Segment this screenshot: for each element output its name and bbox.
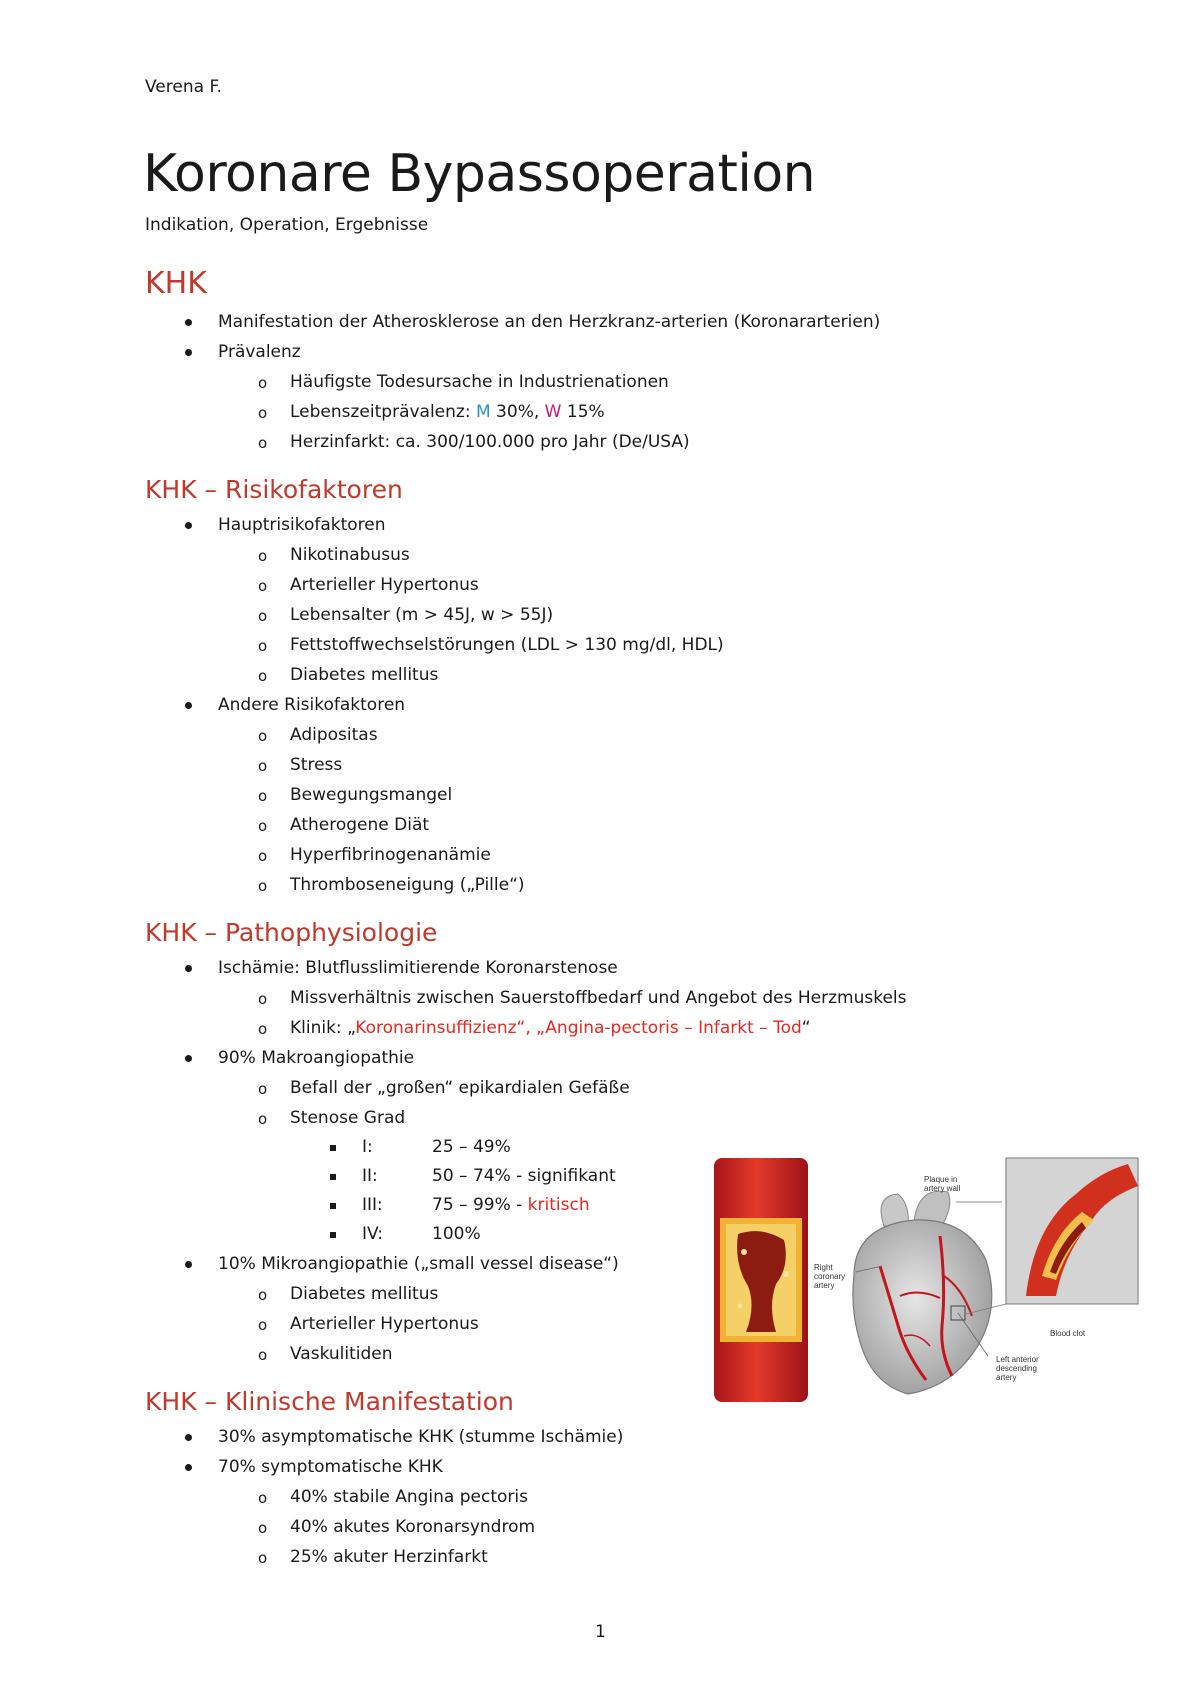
list-item: o Atherogene Diät bbox=[145, 810, 705, 840]
section-heading-patho: KHK – Pathophysiologie bbox=[145, 918, 438, 947]
label-right-coronary: artery bbox=[814, 1281, 835, 1290]
grade-label: II: bbox=[362, 1166, 378, 1186]
list-item: o 40% stabile Angina pectoris bbox=[145, 1482, 705, 1512]
author-name: Verena F. bbox=[145, 77, 222, 97]
text-span: “ bbox=[801, 1018, 811, 1038]
list-item: o Befall der „großen“ epikardialen Gefäße bbox=[145, 1073, 705, 1103]
label-right-coronary: coronary bbox=[814, 1272, 846, 1281]
female-label: W bbox=[544, 402, 562, 422]
grade-range: 75 – 99% - bbox=[432, 1195, 528, 1215]
list-item: o Häufigste Todesursache in Industrienationen bbox=[145, 367, 705, 397]
list-item: o Stenose Grad bbox=[145, 1103, 705, 1133]
list-item: o Arterieller Hypertonus bbox=[145, 570, 705, 600]
artery-section-icon bbox=[714, 1158, 808, 1402]
list-item: o Lebensalter (m > 45J, w > 55J) bbox=[145, 600, 705, 630]
list-item: Ischämie: Blutflusslimitierende Koronarstenose bbox=[145, 953, 705, 983]
stenosis-grade-row bbox=[145, 1220, 705, 1249]
text-span: Lebenszeitprävalenz: bbox=[290, 402, 476, 422]
magnified-artery-icon bbox=[1006, 1158, 1138, 1304]
list-item: o Bewegungsmangel bbox=[145, 780, 705, 810]
stenosis-grade-row bbox=[145, 1133, 705, 1162]
grade-label: IV: bbox=[362, 1224, 383, 1244]
list-item: o Adipositas bbox=[145, 720, 705, 750]
document-title: Koronare Bypassoperation bbox=[143, 144, 816, 204]
list-item: o Stress bbox=[145, 750, 705, 780]
list-item: o 25% akuter Herzinfarkt bbox=[145, 1542, 705, 1572]
grade-range: 100% bbox=[432, 1224, 481, 1244]
heart-icon bbox=[853, 1191, 992, 1394]
grade-label: III: bbox=[362, 1195, 383, 1215]
label-left-anterior: descending bbox=[996, 1364, 1037, 1373]
stenosis-grade-row bbox=[145, 1191, 705, 1220]
list-item: 90% Makroangiopathie bbox=[145, 1043, 705, 1073]
label-right-coronary: Right bbox=[814, 1263, 833, 1272]
highlight-text: Koronarinsuffizienz“, „Angina-pectoris – Infarkt – Tod bbox=[355, 1018, 802, 1038]
list-item: o Vaskulitiden bbox=[145, 1339, 705, 1369]
list-item bbox=[145, 397, 705, 427]
list-item: 70% symptomatische KHK bbox=[145, 1452, 705, 1482]
label-left-anterior: artery bbox=[996, 1373, 1017, 1382]
male-label: M bbox=[475, 402, 491, 422]
label-left-anterior: Left anterior bbox=[996, 1355, 1039, 1364]
grade-label: I: bbox=[362, 1137, 373, 1157]
list-item: o 40% akutes Koronarsyndrom bbox=[145, 1512, 705, 1542]
page-number: 1 bbox=[595, 1622, 606, 1642]
grade-note: kritisch bbox=[527, 1195, 590, 1215]
list-item: o Diabetes mellitus bbox=[145, 1279, 705, 1309]
risk-list bbox=[145, 510, 724, 900]
section-heading-khk: KHK bbox=[145, 266, 207, 301]
list-item: o Herzinfarkt: ca. 300/100.000 pro Jahr (De/USA) bbox=[145, 427, 705, 457]
list-item: Andere Risikofaktoren bbox=[145, 690, 705, 720]
list-item: Manifestation der Atherosklerose an den Herzkranz-arterien (Koronararterien) bbox=[145, 307, 705, 337]
text-span: 30%, bbox=[490, 402, 545, 422]
list-item: 30% asymptomatische KHK (stumme Ischämie) bbox=[145, 1422, 705, 1452]
list-item bbox=[145, 1013, 811, 1043]
list-item: o Fettstoffwechselstörungen (LDL > 130 mg/dl, HDL) bbox=[145, 630, 705, 660]
list-item: o Nikotinabusus bbox=[145, 540, 705, 570]
document-subtitle: Indikation, Operation, Ergebnisse bbox=[145, 215, 429, 235]
list-item: o Thromboseneigung („Pille“) bbox=[145, 870, 705, 900]
clinical-list bbox=[145, 1422, 705, 1572]
list-item: o Arterieller Hypertonus bbox=[145, 1309, 705, 1339]
coronary-artery-illustration bbox=[704, 1156, 1140, 1404]
list-item: 10% Mikroangiopathie („small vessel disease“) bbox=[145, 1249, 705, 1279]
grade-range: 25 – 49% bbox=[432, 1137, 511, 1157]
khk-list bbox=[145, 307, 881, 457]
text-span: Klinik: „ bbox=[290, 1018, 356, 1038]
list-item: Prävalenz bbox=[145, 337, 705, 367]
stenosis-grade-row bbox=[145, 1162, 705, 1191]
label-plaque: Plaque in bbox=[924, 1175, 958, 1184]
list-item: o Missverhältnis zwischen Sauerstoffbedarf und Angebot des Herzmuskels bbox=[145, 983, 705, 1013]
section-heading-risk: KHK – Risikofaktoren bbox=[145, 475, 403, 504]
label-plaque: artery wall bbox=[924, 1184, 961, 1193]
list-item: Hauptrisikofaktoren bbox=[145, 510, 705, 540]
grade-range: 50 – 74% - signifikant bbox=[432, 1166, 616, 1186]
text-span: 15% bbox=[561, 402, 605, 422]
section-heading-clinical: KHK – Klinische Manifestation bbox=[145, 1387, 514, 1416]
label-blood-clot: Blood clot bbox=[1050, 1329, 1086, 1338]
list-item: o Diabetes mellitus bbox=[145, 660, 705, 690]
list-item: o Hyperfibrinogenanämie bbox=[145, 840, 705, 870]
